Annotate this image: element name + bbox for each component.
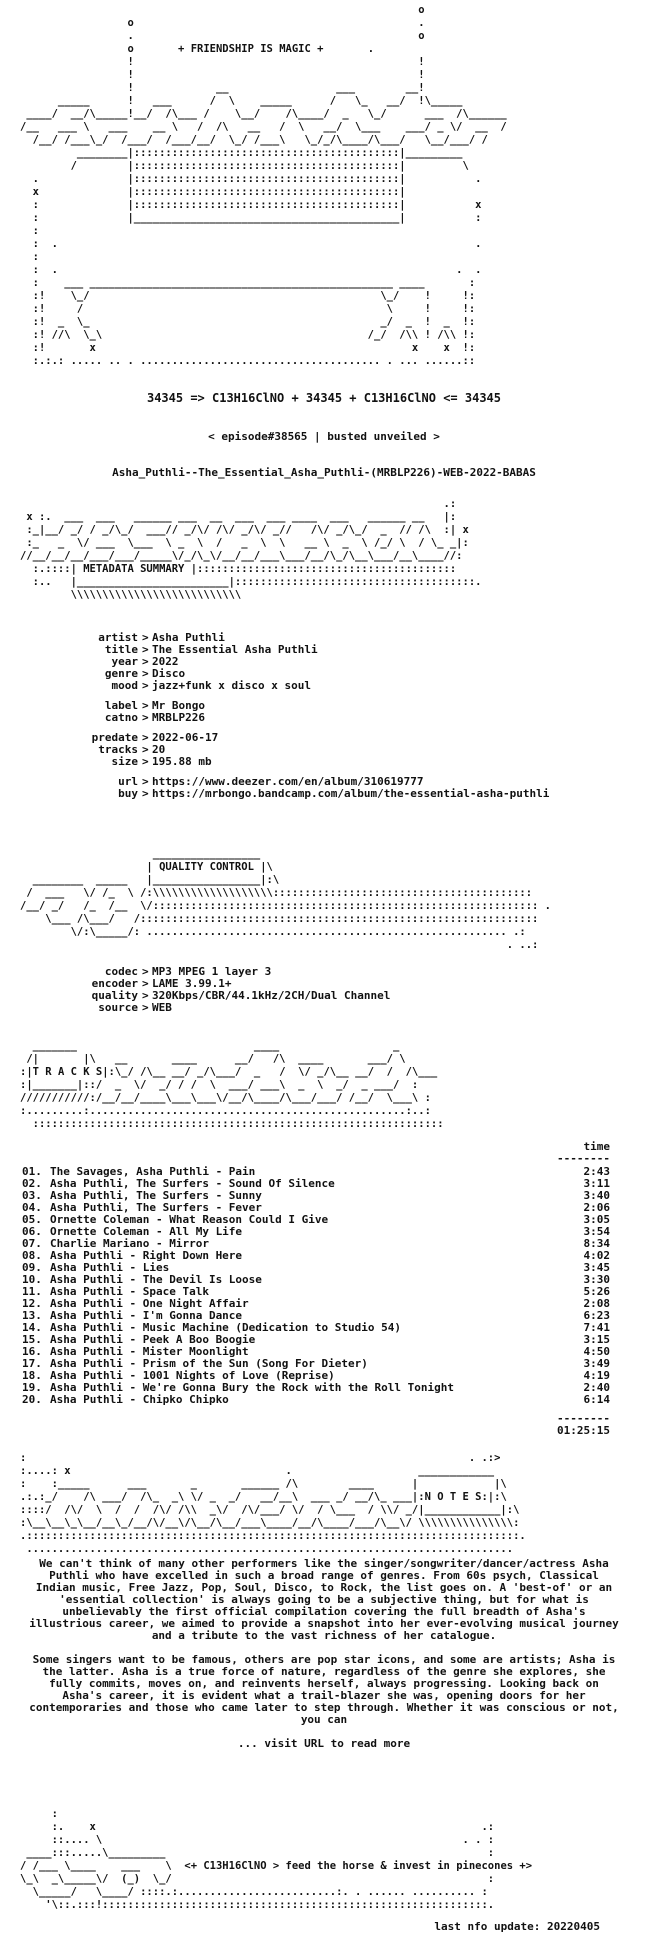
tracks-ascii-banner: _______ ____ _ /| |\ __ ____ __/ /\ ____ ___/ \ :|T R A C K S|:\_/ /\__ __/ _/\___/ _ / \/ _/\__ __/ / /\___ :|_______|::/ _ \/ _/ / / \ ___/ ___\ _ \ _/ _ ___/ : ///////////:/__/__/____\___\___\/__/\____/\___/___/ /__/ \___\ : :.........:..................................................:..: ::::::::::::::::::::::::::::::::::::::::::::::::::::::::::::::::: <box>20 1040 444 1130</box>
metadata-section-title: METADATA SUMMARY <box>83 563 185 575</box>
meta-row-artist <box>0 632 648 644</box>
meta-title-value: The Essential Asha Puthli <box>152 643 318 656</box>
meta-row-label <box>0 700 648 712</box>
meta-key: artist <box>98 631 138 644</box>
track-title: Asha Puthli - I'm Gonna Dance <box>50 1309 243 1322</box>
meta-key: title <box>104 643 138 656</box>
meta-row-genre <box>0 668 648 680</box>
track-title: Asha Puthli - Lies <box>50 1261 170 1274</box>
meta-key: size <box>111 755 138 768</box>
header-ascii-art: o o . . o o + FRIENDSHIP IS MAGIC + . ! ! ! ! ! __ ___ __! _____ ! ___ / \ _____ / \_ __/ !\_____ ____/ __/\_____!__/ /\___ / \__/ /\____/ _ \_/ ___ /\______ /__ ___ \ ___ __ \ / /\ __ / \ __/ \___ ___/ _ \/ __ / /__/ /___\_/ /___/ /___/__/ \_/ /___\ \_/_/\____/\___/ \__/___/ / ________|::::::::::::::::::::::::::::::::::::::::::|_________ / |::::::::::::::::::::::::::::::::::::::::::| \ . |::::::::::::::::::::::::::::::::::::::::::| . x |::::::::::::::::::::::::::::::::::::::::::| : |::::::::::::::::::::::::::::::::::::::::::| x : |__________________________________________| : : : . . : : . . . : ___ ________________________________________________ ____ : :! \_/ \_/ ! !: :! / \ ! !: :! _ \_ _/ _ ! _ !: :! //\ \_\ /_/ /\\ ! /\\ !: :! x x x !: :.:.: ..... .. . ...................................... . ... ......:: <box>20 4 507 367</box>
read-more-text: ... visit URL to read more <box>237 1737 411 1750</box>
time-column-header: time <box>583 1140 610 1153</box>
track-duration: 3:05 <box>583 1213 610 1226</box>
footer-slogan: <+ C13H16ClNO > feed the horse & invest in pinecones +> <box>184 1860 533 1872</box>
separator: > <box>142 775 149 788</box>
quality-section-title: QUALITY CONTROL <box>159 861 254 873</box>
track-duration: 6:23 <box>583 1309 610 1322</box>
track-title: Asha Puthli - Chipko Chipko <box>50 1393 229 1406</box>
quality-ascii-banner: _________________ | QUALITY CONTROL |\ ________ _____ |_________________|:\ / ___ \/ /_ \ /:\\\\\\\\\\\\\\\\\\\::::::::::::::::::::::::::::::::::::::::: /__/ _/ /_ /__ \/::::::::::::::::::::::::::::::::::::::::::::::::::::::::::::: . \___ /\___/ /::::::::::::::::::::::::::::::::::::::::::::::::::::::::::::::: \/:\_____/: ......................................................... .: . ..: <box>20 848 552 951</box>
tracks-section-title: T R A C K S <box>32 1066 103 1078</box>
meta-key: label <box>104 699 138 712</box>
codec-value: MP3 MPEG 1 layer 3 <box>152 965 272 978</box>
separator: > <box>142 631 149 644</box>
track-number: 16. <box>22 1345 42 1358</box>
track-title: Ornette Coleman - All My Life <box>50 1225 243 1238</box>
track-title: Ornette Coleman - What Reason Could I Give <box>50 1213 329 1226</box>
track-title: Asha Puthli - We're Gonna Bury the Rock with the Roll Tonight <box>50 1381 454 1394</box>
meta-key: year <box>111 655 138 668</box>
track-number: 07. <box>22 1237 42 1250</box>
separator: > <box>142 655 149 668</box>
meta-row-title <box>0 644 648 656</box>
track-duration: 3:45 <box>583 1261 610 1274</box>
track-duration: 4:02 <box>583 1249 610 1262</box>
track-number: 01. <box>22 1165 42 1178</box>
separator: > <box>142 755 149 768</box>
meta-tracks-value: 20 <box>152 743 166 756</box>
meta-mood-value: jazz+funk x disco x soul <box>152 679 311 692</box>
track-number: 03. <box>22 1189 42 1202</box>
quality-key: codec <box>104 965 138 978</box>
meta-artist-value: Asha Puthli <box>152 631 225 644</box>
track-title: Asha Puthli - One Night Affair <box>50 1297 249 1310</box>
track-title: Asha Puthli, The Surfers - Fever <box>50 1201 262 1214</box>
track-number: 12. <box>22 1297 42 1310</box>
separator: > <box>142 743 149 756</box>
bitrate-value: 320Kbps/CBR/44.1kHz/2CH/Dual Channel <box>152 989 391 1002</box>
track-duration: 6:14 <box>583 1393 610 1406</box>
time-rule: -------- <box>557 1152 610 1165</box>
track-number: 19. <box>22 1381 42 1394</box>
meta-row-catno <box>0 712 648 724</box>
metadata-list <box>0 632 648 800</box>
total-time: 01:25:15 <box>557 1424 610 1437</box>
track-duration: 3:49 <box>583 1357 610 1370</box>
track-title: Asha Puthli - Right Down Here <box>50 1249 243 1262</box>
track-duration: 2:40 <box>583 1381 610 1394</box>
track-duration: 2:43 <box>583 1165 610 1178</box>
track-title: Asha Puthli - Mister Moonlight <box>50 1345 249 1358</box>
track-number: 17. <box>22 1357 42 1370</box>
track-duration: 3:30 <box>583 1273 610 1286</box>
meta-row-size <box>0 756 648 768</box>
deezer-url-link[interactable]: https://www.deezer.com/en/album/310619777 <box>152 775 424 788</box>
track-number: 10. <box>22 1273 42 1286</box>
separator: > <box>142 667 149 680</box>
meta-row-year <box>0 656 648 668</box>
track-duration: 8:34 <box>583 1237 610 1250</box>
meta-catno-value: MRBLP226 <box>152 711 205 724</box>
quality-key: encoder <box>91 977 138 990</box>
track-title: Asha Puthli - Prism of the Sun (Song For Dieter) <box>50 1357 368 1370</box>
quality-list <box>0 966 648 1014</box>
track-number: 09. <box>22 1261 42 1274</box>
notes-paragraph-1: We can't think of many other performers like the singer/songwriter/dancer/actress Asha Puthli who have excelled in such a broad range of genres. From 60s psych, Classical Indian music, Free Jazz, Pop, Soul, Disco, to Rock, the list goes on. A 'best-of' or an 'essential collection' is always going to be a subjective thing, but for what is unbelievably the first official compilation covering the full breadth of Asha's illustrious career, we aimed to provide a snapshot into her ever-evolving musical journey and a tribute to the vast richness of her catalogue. <box>29 1557 619 1642</box>
quality-key: quality <box>91 989 138 1002</box>
track-duration: 5:26 <box>583 1285 610 1298</box>
meta-key: genre <box>104 667 138 680</box>
quality-row-quality <box>0 990 648 1002</box>
footer-ascii-art: : :. x .: ::.... \ . . : ____:::.....\_________ : / /___ \____ ___ \ <+ C13H16ClNO > feed the horse & invest in pinecones +> \_\ _\_____\/ (_) \_/ : \_____/ \____/ ::::.:.........................:. . ...... .......... : '\::.:::!:::::::::::::::::::::::::::::::::::::::::::::::::::::::::::::. <box>20 1808 533 1911</box>
track-title: Asha Puthli - 1001 Nights of Love (Reprise) <box>50 1369 335 1382</box>
track-number: 02. <box>22 1177 42 1190</box>
track-number: 13. <box>22 1309 42 1322</box>
track-row <box>22 1394 610 1406</box>
track-title: Asha Puthli - Music Machine (Dedication to Studio 54) <box>50 1321 401 1334</box>
track-title: Charlie Mariano - Mirror <box>50 1237 209 1250</box>
separator: > <box>142 731 149 744</box>
meta-size-value: 195.88 mb <box>152 755 212 768</box>
track-duration: 3:15 <box>583 1333 610 1346</box>
meta-key: catno <box>104 711 138 724</box>
meta-key: predate <box>91 731 138 744</box>
release-name: Asha_Puthli--The_Essential_Asha_Puthli-(MRBLP226)-WEB-2022-BABAS <box>112 466 536 479</box>
episode-line: < episode#38565 | busted unveiled > <box>208 430 440 443</box>
source-value: WEB <box>152 1001 172 1014</box>
track-duration: 4:19 <box>583 1369 610 1382</box>
notes-body <box>28 1558 620 1762</box>
separator: > <box>142 965 149 978</box>
tracklist <box>22 1166 610 1406</box>
track-number: 15. <box>22 1333 42 1346</box>
separator: > <box>142 699 149 712</box>
encoder-value: LAME 3.99.1+ <box>152 977 232 990</box>
separator: > <box>142 711 149 724</box>
track-number: 05. <box>22 1213 42 1226</box>
meta-year-value: 2022 <box>152 655 179 668</box>
separator: > <box>142 977 149 990</box>
separator: > <box>142 679 149 692</box>
notes-paragraph-2: Some singers want to be famous, others are pop star icons, and some are artists; Asha is the latter. Asha is a true force of nature, regardless of the genre she explores, she fully commits, moves on, and reinvents herself, always progressing. Looking back on Asha's career, it is evident what a trail-blazer she was, opening doors for her contemporaries and those who came later to step through. Whether it was conscious or not, you can <box>29 1653 619 1726</box>
meta-key: url <box>118 775 138 788</box>
track-duration: 3:54 <box>583 1225 610 1238</box>
meta-key: buy <box>118 787 138 800</box>
separator: > <box>142 1001 149 1014</box>
meta-row-predate <box>0 732 648 744</box>
track-number: 20. <box>22 1393 42 1406</box>
track-duration: 2:08 <box>583 1297 610 1310</box>
meta-label-value: Mr Bongo <box>152 699 205 712</box>
last-update: last nfo update: 20220405 <box>434 1920 600 1933</box>
separator: > <box>142 643 149 656</box>
banner-text: + FRIENDSHIP IS MAGIC + <box>178 43 324 55</box>
track-number: 06. <box>22 1225 42 1238</box>
metadata-ascii-banner: .: x :. ___ ___ ______ ___ __ ___ ___ ____ ___ ______ __ |: :_|__/ _/ / _/\_/ ___// _/\/ /\/ _/\/ _// /\/ _/\_/ _ // /\ :| x :_ _ \/ ___ \___ \ _ \ / _ \ \ __ \ _ \ /_/ \ / \_ _|: //__/__/__/___/___/_____\/_/\_\/__/__/___\___/__/\_/\__\___/__\____//: :.::::| METADATA SUMMARY |::::::::::::::::::::::::::::::::::::::::: :.. |________________________|::::::::::::::::::::::::::::::::::::::. \\\\\\\\\\\\\\\\\\\\\\\\\\\ <box>20 498 482 601</box>
track-duration: 4:50 <box>583 1345 610 1358</box>
meta-row-mood <box>0 680 648 692</box>
meta-key: mood <box>111 679 138 692</box>
notes-ascii-banner: : . .:> :....: x . ____________ : :_____ ___ _ ______ /\ ____ | |\ .:.:_/ /\ ___/ /\_ _\ \/ _ _/ __/__\ ___ _/ __/\_ ___|:N O T E S:|:\ ::::/ /\/ \ / / /\/ /\\ _\/ /\/___/ \/ / \___ / \\/ _/|____________|:\ :\__\__\_\__/__\_/__/\/__\/\__/\__/___\____/__/\____/___/\__\/ \\\\\\\\\\\\\\\: .::::::::::::::::::::::::::::::::::::::::::::::::::::::::::::::::::::::::::::::. ............................................................................. <box>20 1452 526 1555</box>
meta-genre-value: Disco <box>152 667 186 680</box>
track-duration: 3:11 <box>583 1177 610 1190</box>
track-duration: 2:06 <box>583 1201 610 1214</box>
formula-line: 34345 => C13H16ClNO + 34345 + C13H16ClNO <= 34345 <box>146 391 501 405</box>
track-number: 14. <box>22 1321 42 1334</box>
meta-row-buy[interactable] <box>0 788 648 800</box>
meta-key: tracks <box>98 743 138 756</box>
total-rule: -------- <box>557 1412 610 1425</box>
track-title: The Savages, Asha Puthli - Pain <box>50 1165 256 1178</box>
quality-key: source <box>98 1001 138 1014</box>
meta-predate-value: 2022-06-17 <box>152 731 219 744</box>
quality-row-source <box>0 1002 648 1014</box>
track-title: Asha Puthli - Space Talk <box>50 1285 209 1298</box>
notes-section-title: N O T E S <box>424 1491 482 1503</box>
separator: > <box>142 787 149 800</box>
track-duration: 7:41 <box>583 1321 610 1334</box>
track-number: 08. <box>22 1249 42 1262</box>
track-number: 18. <box>22 1369 42 1382</box>
track-title: Asha Puthli - Peek A Boo Boogie <box>50 1333 256 1346</box>
track-title: Asha Puthli, The Surfers - Sound Of Silence <box>50 1177 335 1190</box>
meta-row-tracks <box>0 744 648 756</box>
track-title: Asha Puthli - The Devil Is Loose <box>50 1273 262 1286</box>
track-duration: 3:40 <box>583 1189 610 1202</box>
track-title: Asha Puthli, The Surfers - Sunny <box>50 1189 262 1202</box>
separator: > <box>142 989 149 1002</box>
bandcamp-buy-link[interactable]: https://mrbongo.bandcamp.com/album/the-essential-asha-puthli <box>152 787 550 800</box>
track-number: 04. <box>22 1201 42 1214</box>
track-number: 11. <box>22 1285 42 1298</box>
